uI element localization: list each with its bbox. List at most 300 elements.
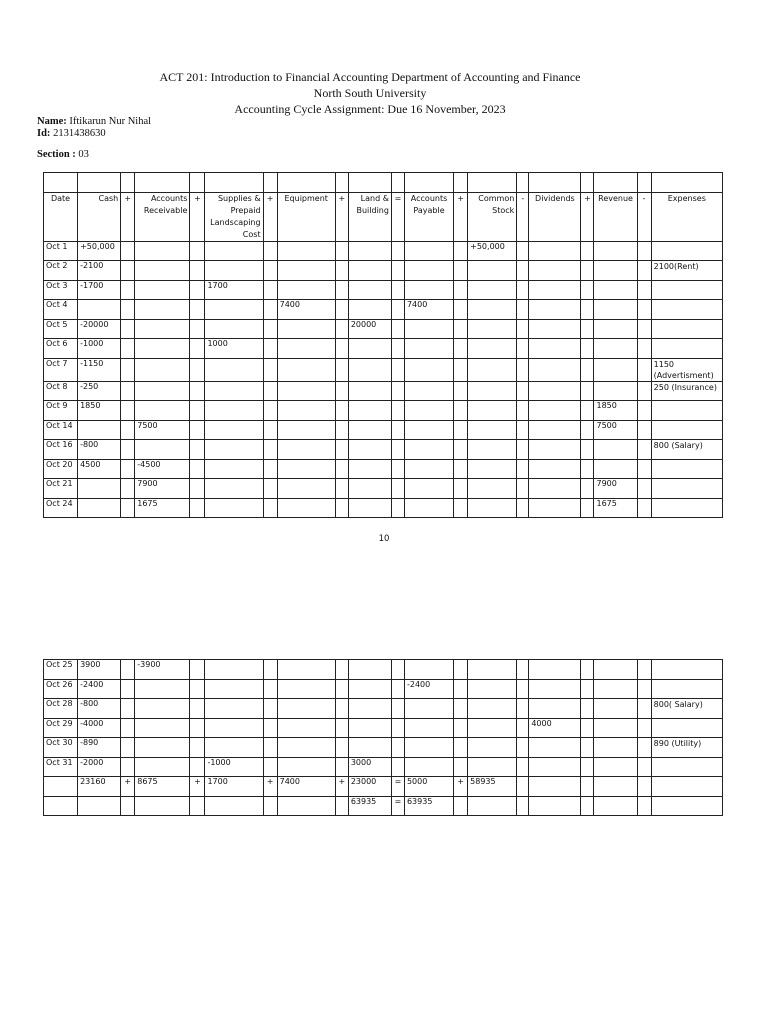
table-cell: + bbox=[263, 777, 277, 797]
document-header bbox=[0, 69, 740, 117]
table-cell bbox=[263, 796, 277, 816]
table-row bbox=[44, 261, 723, 281]
table-cell bbox=[277, 280, 335, 300]
table-cell bbox=[277, 679, 335, 699]
table-cell bbox=[468, 679, 517, 699]
table-cell bbox=[348, 679, 391, 699]
table-cell bbox=[391, 241, 404, 261]
table-cell bbox=[391, 280, 404, 300]
table-cell bbox=[348, 420, 391, 440]
table-cell bbox=[205, 459, 263, 479]
column-header: Dividends bbox=[529, 192, 581, 241]
table-cell bbox=[468, 440, 517, 460]
table-cell: 1850 bbox=[78, 401, 121, 421]
table-cell bbox=[651, 498, 722, 518]
table-cell bbox=[594, 699, 637, 719]
table-cell bbox=[517, 479, 529, 499]
date-cell: Oct 8 bbox=[44, 381, 78, 401]
table-cell bbox=[121, 339, 135, 359]
table-cell bbox=[190, 757, 205, 777]
table-cell bbox=[135, 261, 190, 281]
table-cell bbox=[594, 679, 637, 699]
table-cell bbox=[637, 261, 651, 281]
table-cell bbox=[454, 173, 468, 193]
table-cell bbox=[348, 479, 391, 499]
table-cell bbox=[263, 381, 277, 401]
table-row bbox=[44, 339, 723, 359]
table-row bbox=[44, 738, 723, 758]
table-cell bbox=[135, 738, 190, 758]
table-cell bbox=[205, 699, 263, 719]
table-cell: +50,000 bbox=[468, 241, 517, 261]
table-cell bbox=[454, 718, 468, 738]
table-cell bbox=[263, 280, 277, 300]
table-cell bbox=[78, 173, 121, 193]
table-cell bbox=[263, 420, 277, 440]
table-cell: 1850 bbox=[594, 401, 637, 421]
table-cell bbox=[335, 440, 348, 460]
table-cell bbox=[263, 241, 277, 261]
table-cell bbox=[517, 718, 529, 738]
table-cell bbox=[651, 660, 722, 680]
table-cell bbox=[529, 358, 581, 381]
table-cell bbox=[594, 738, 637, 758]
table-cell bbox=[468, 358, 517, 381]
table-cell: -250 bbox=[78, 381, 121, 401]
table-cell bbox=[594, 241, 637, 261]
table-cell bbox=[454, 420, 468, 440]
table-cell bbox=[277, 718, 335, 738]
table-row bbox=[44, 498, 723, 518]
table-cell bbox=[205, 401, 263, 421]
table-cell bbox=[205, 796, 263, 816]
table-cell bbox=[335, 459, 348, 479]
column-header: + bbox=[454, 192, 468, 241]
table-cell bbox=[529, 796, 581, 816]
table-row bbox=[44, 420, 723, 440]
table-cell bbox=[391, 479, 404, 499]
table-cell bbox=[335, 241, 348, 261]
column-header: Revenue bbox=[594, 192, 637, 241]
table-cell bbox=[135, 300, 190, 320]
table-cell: 1700 bbox=[205, 280, 263, 300]
student-id bbox=[37, 128, 106, 140]
table-cell bbox=[190, 173, 205, 193]
course-title: ACT 201: Introduction to Financial Accounting Department of Accounting and Finance bbox=[159, 70, 581, 84]
table-cell bbox=[263, 660, 277, 680]
table-cell: -890 bbox=[78, 738, 121, 758]
table-cell bbox=[651, 459, 722, 479]
table-cell bbox=[135, 796, 190, 816]
table-cell bbox=[205, 660, 263, 680]
table-cell bbox=[277, 381, 335, 401]
table-cell bbox=[263, 718, 277, 738]
table-cell bbox=[135, 679, 190, 699]
table-cell bbox=[348, 440, 391, 460]
table-cell bbox=[277, 757, 335, 777]
table-cell bbox=[529, 777, 581, 797]
table-cell bbox=[121, 757, 135, 777]
table-cell bbox=[404, 261, 453, 281]
table-cell bbox=[277, 339, 335, 359]
date-cell: Oct 24 bbox=[44, 498, 78, 518]
table-cell bbox=[651, 718, 722, 738]
column-header: + bbox=[190, 192, 205, 241]
table-cell bbox=[594, 300, 637, 320]
table-cell bbox=[637, 718, 651, 738]
date-cell: Oct 2 bbox=[44, 261, 78, 281]
table-cell bbox=[581, 319, 594, 339]
table-cell bbox=[391, 420, 404, 440]
table-cell bbox=[651, 796, 722, 816]
table-cell bbox=[637, 699, 651, 719]
table-cell: 3900 bbox=[78, 660, 121, 680]
table-cell bbox=[594, 440, 637, 460]
table-cell bbox=[637, 420, 651, 440]
table-cell bbox=[263, 319, 277, 339]
section-label: Section : bbox=[37, 149, 76, 160]
table-cell bbox=[529, 339, 581, 359]
table-cell bbox=[335, 757, 348, 777]
table-cell: 58935 bbox=[468, 777, 517, 797]
table-cell: 800 (Salary) bbox=[651, 440, 722, 460]
table-cell: 20000 bbox=[348, 319, 391, 339]
table-cell bbox=[348, 498, 391, 518]
table-cell bbox=[404, 757, 453, 777]
table-cell bbox=[651, 173, 722, 193]
table-cell bbox=[581, 796, 594, 816]
table-cell bbox=[277, 498, 335, 518]
table-cell bbox=[277, 261, 335, 281]
table-cell bbox=[277, 440, 335, 460]
table-cell bbox=[651, 420, 722, 440]
table-cell bbox=[404, 358, 453, 381]
table-cell bbox=[263, 300, 277, 320]
table-cell bbox=[190, 738, 205, 758]
table-cell: 23160 bbox=[78, 777, 121, 797]
student-section bbox=[37, 149, 89, 161]
table-cell bbox=[581, 261, 594, 281]
table-cell bbox=[637, 358, 651, 381]
table-cell bbox=[348, 381, 391, 401]
table-cell bbox=[581, 757, 594, 777]
table-cell bbox=[404, 660, 453, 680]
table-cell bbox=[468, 479, 517, 499]
date-cell: Oct 16 bbox=[44, 440, 78, 460]
table-cell bbox=[454, 498, 468, 518]
date-cell: Oct 6 bbox=[44, 339, 78, 359]
table-cell bbox=[391, 358, 404, 381]
table-cell bbox=[277, 699, 335, 719]
table-cell: 1675 bbox=[594, 498, 637, 518]
table-cell bbox=[190, 699, 205, 719]
table-cell bbox=[517, 699, 529, 719]
table-cell bbox=[348, 738, 391, 758]
table-cell bbox=[404, 459, 453, 479]
table-cell bbox=[581, 339, 594, 359]
table-cell bbox=[594, 339, 637, 359]
table-cell bbox=[277, 173, 335, 193]
table-cell bbox=[637, 738, 651, 758]
table-cell bbox=[205, 420, 263, 440]
table-cell bbox=[581, 358, 594, 381]
table-cell: = bbox=[391, 777, 404, 797]
table-cell bbox=[135, 173, 190, 193]
table-cell bbox=[335, 319, 348, 339]
table-cell bbox=[468, 280, 517, 300]
table-cell bbox=[517, 401, 529, 421]
table-cell bbox=[517, 241, 529, 261]
table-cell bbox=[594, 459, 637, 479]
column-header: Date bbox=[44, 192, 78, 241]
table-cell bbox=[263, 699, 277, 719]
table-cell bbox=[135, 718, 190, 738]
table-cell bbox=[404, 738, 453, 758]
table-row bbox=[44, 479, 723, 499]
table-cell bbox=[391, 757, 404, 777]
table-cell bbox=[391, 440, 404, 460]
table-cell bbox=[391, 173, 404, 193]
table-cell bbox=[404, 718, 453, 738]
table-cell bbox=[468, 757, 517, 777]
table-cell bbox=[335, 339, 348, 359]
table-cell: 7500 bbox=[594, 420, 637, 440]
column-header: - bbox=[637, 192, 651, 241]
table-cell bbox=[454, 339, 468, 359]
table-row bbox=[44, 358, 723, 381]
table-cell bbox=[348, 401, 391, 421]
table-row bbox=[44, 699, 723, 719]
table-row bbox=[44, 280, 723, 300]
table-cell bbox=[529, 319, 581, 339]
table-cell bbox=[404, 420, 453, 440]
table-row bbox=[44, 319, 723, 339]
column-header: Accounts Receivable bbox=[135, 192, 190, 241]
table-cell bbox=[135, 358, 190, 381]
table-cell bbox=[581, 280, 594, 300]
table-cell bbox=[263, 440, 277, 460]
table-cell bbox=[135, 699, 190, 719]
page-number: 10 bbox=[378, 534, 390, 544]
table-cell bbox=[529, 420, 581, 440]
table-cell bbox=[190, 420, 205, 440]
table-cell bbox=[391, 381, 404, 401]
table-cell bbox=[651, 300, 722, 320]
table-cell bbox=[637, 777, 651, 797]
table-cell bbox=[637, 479, 651, 499]
table-cell bbox=[581, 420, 594, 440]
student-name bbox=[37, 116, 151, 128]
table-cell bbox=[594, 381, 637, 401]
table-cell bbox=[135, 401, 190, 421]
table-cell bbox=[263, 738, 277, 758]
table-cell bbox=[404, 339, 453, 359]
table-cell bbox=[637, 796, 651, 816]
table-cell: 7400 bbox=[404, 300, 453, 320]
table-cell bbox=[121, 420, 135, 440]
table-cell bbox=[581, 699, 594, 719]
table-cell bbox=[651, 241, 722, 261]
table-cell bbox=[190, 440, 205, 460]
table-cell bbox=[348, 699, 391, 719]
table-cell bbox=[404, 440, 453, 460]
date-cell: Oct 14 bbox=[44, 420, 78, 440]
table-cell bbox=[190, 241, 205, 261]
table-cell bbox=[391, 679, 404, 699]
table-cell bbox=[517, 660, 529, 680]
table-cell bbox=[277, 401, 335, 421]
table-cell bbox=[190, 300, 205, 320]
table-cell bbox=[468, 339, 517, 359]
table-cell bbox=[121, 401, 135, 421]
table-cell bbox=[335, 660, 348, 680]
table-cell bbox=[205, 498, 263, 518]
table-cell bbox=[454, 381, 468, 401]
table-cell: + bbox=[454, 777, 468, 797]
column-header-row bbox=[44, 192, 723, 241]
table-cell bbox=[637, 339, 651, 359]
table-cell bbox=[335, 796, 348, 816]
table-cell bbox=[335, 738, 348, 758]
table-cell bbox=[335, 300, 348, 320]
table-cell bbox=[205, 479, 263, 499]
table-cell bbox=[190, 679, 205, 699]
table-cell bbox=[135, 757, 190, 777]
table-cell bbox=[348, 339, 391, 359]
table-cell bbox=[637, 679, 651, 699]
table-cell bbox=[529, 401, 581, 421]
table-cell bbox=[121, 319, 135, 339]
table-row bbox=[44, 401, 723, 421]
table-cell bbox=[121, 738, 135, 758]
table-cell bbox=[78, 300, 121, 320]
table-cell: -2400 bbox=[404, 679, 453, 699]
table-cell bbox=[454, 401, 468, 421]
column-header: - bbox=[517, 192, 529, 241]
table-cell bbox=[529, 459, 581, 479]
table-cell bbox=[391, 738, 404, 758]
table-row bbox=[44, 241, 723, 261]
table-cell: 890 (Utility) bbox=[651, 738, 722, 758]
table-cell bbox=[335, 679, 348, 699]
table-cell bbox=[348, 660, 391, 680]
table-cell bbox=[468, 420, 517, 440]
table-cell: 1700 bbox=[205, 777, 263, 797]
table-cell bbox=[581, 401, 594, 421]
table-row bbox=[44, 660, 723, 680]
table-cell bbox=[335, 718, 348, 738]
column-header: Supplies & Prepaid Landscaping Cost bbox=[205, 192, 263, 241]
table-cell: + bbox=[190, 777, 205, 797]
table-cell: 4500 bbox=[78, 459, 121, 479]
table-cell bbox=[454, 241, 468, 261]
table-cell: = bbox=[391, 796, 404, 816]
table-cell bbox=[391, 459, 404, 479]
table-cell bbox=[404, 498, 453, 518]
table-cell bbox=[190, 339, 205, 359]
table-cell bbox=[651, 401, 722, 421]
date-cell: Oct 26 bbox=[44, 679, 78, 699]
table-cell: -4500 bbox=[135, 459, 190, 479]
table-cell bbox=[190, 401, 205, 421]
table-cell bbox=[335, 381, 348, 401]
table-cell bbox=[529, 280, 581, 300]
table-cell bbox=[121, 381, 135, 401]
date-cell: Oct 1 bbox=[44, 241, 78, 261]
university-name: North South University bbox=[313, 86, 427, 100]
column-header: Common Stock bbox=[468, 192, 517, 241]
table-cell: 800( Salary) bbox=[651, 699, 722, 719]
table-cell bbox=[517, 796, 529, 816]
table-cell bbox=[335, 699, 348, 719]
table-cell bbox=[594, 319, 637, 339]
table-cell bbox=[517, 738, 529, 758]
table-cell bbox=[190, 261, 205, 281]
table-cell bbox=[121, 699, 135, 719]
table-cell bbox=[651, 280, 722, 300]
table-row bbox=[44, 757, 723, 777]
table-cell bbox=[594, 261, 637, 281]
table-cell bbox=[529, 440, 581, 460]
table-cell bbox=[581, 300, 594, 320]
table-cell bbox=[651, 319, 722, 339]
table-cell bbox=[121, 173, 135, 193]
column-header: + bbox=[335, 192, 348, 241]
table-cell bbox=[517, 319, 529, 339]
date-cell: Oct 21 bbox=[44, 479, 78, 499]
table-cell bbox=[190, 381, 205, 401]
table-cell bbox=[205, 738, 263, 758]
table-cell bbox=[404, 173, 453, 193]
table-cell bbox=[468, 401, 517, 421]
table-cell bbox=[454, 660, 468, 680]
table-cell bbox=[263, 498, 277, 518]
column-header: + bbox=[263, 192, 277, 241]
table-cell bbox=[468, 498, 517, 518]
table-cell bbox=[121, 459, 135, 479]
date-cell bbox=[44, 796, 78, 816]
table-cell bbox=[335, 479, 348, 499]
table-cell bbox=[454, 300, 468, 320]
table-cell bbox=[517, 300, 529, 320]
table-cell: 1000 bbox=[205, 339, 263, 359]
table-row bbox=[44, 440, 723, 460]
table-cell bbox=[454, 319, 468, 339]
table-cell bbox=[404, 699, 453, 719]
date-cell: Oct 30 bbox=[44, 738, 78, 758]
table-cell bbox=[121, 718, 135, 738]
table-cell bbox=[263, 339, 277, 359]
table-cell bbox=[581, 173, 594, 193]
table-cell bbox=[637, 381, 651, 401]
table-cell bbox=[263, 173, 277, 193]
table-cell bbox=[594, 660, 637, 680]
table-cell: -800 bbox=[78, 440, 121, 460]
table-cell bbox=[205, 261, 263, 281]
table-cell bbox=[135, 319, 190, 339]
table-cell bbox=[517, 280, 529, 300]
table-cell bbox=[391, 319, 404, 339]
table-cell: 23000 bbox=[348, 777, 391, 797]
table-cell bbox=[517, 498, 529, 518]
table-cell bbox=[517, 777, 529, 797]
table-cell bbox=[637, 280, 651, 300]
table-cell bbox=[263, 401, 277, 421]
table-cell: 3000 bbox=[348, 757, 391, 777]
table-cell: -4000 bbox=[78, 718, 121, 738]
table-cell: 7400 bbox=[277, 300, 335, 320]
table-cell bbox=[594, 280, 637, 300]
